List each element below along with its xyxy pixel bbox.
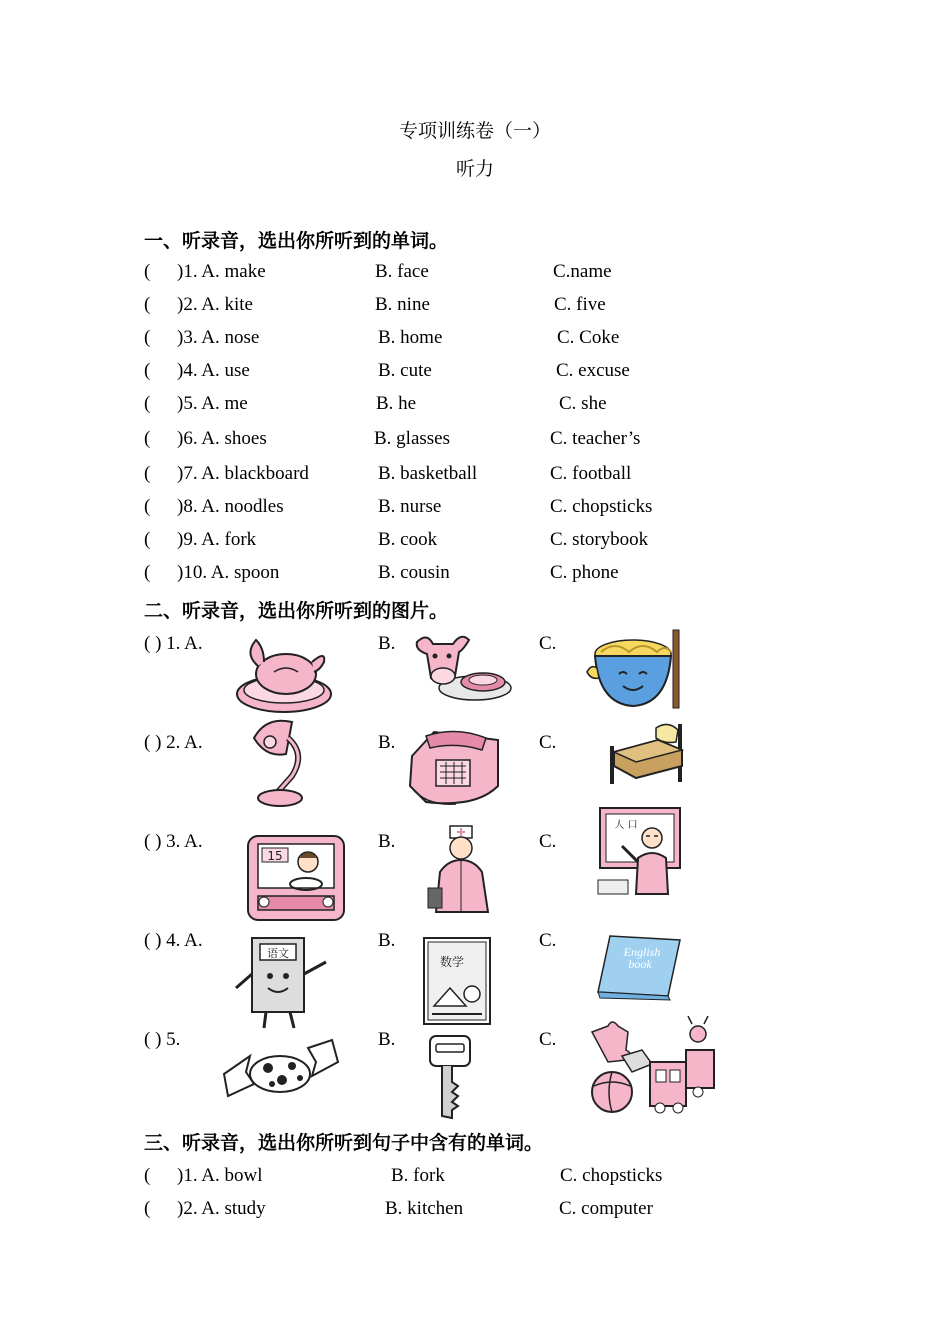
option-c: C. excuse xyxy=(556,360,630,381)
option-c: C. computer xyxy=(559,1198,653,1219)
doctor-image[interactable] xyxy=(422,824,494,914)
option-b-label: B. xyxy=(378,930,396,951)
bed-image[interactable] xyxy=(606,716,688,786)
option-b: B. fork xyxy=(391,1165,445,1186)
option-b: B. cute xyxy=(378,360,432,381)
lamp-image[interactable] xyxy=(246,714,316,812)
option-b-label: B. xyxy=(378,633,396,654)
option-a: )2. A. study xyxy=(177,1198,266,1219)
option-c: C. five xyxy=(554,294,606,315)
english-book-image[interactable] xyxy=(594,932,684,1002)
option-b: B. nurse xyxy=(378,496,442,517)
option-a: )1. A. make xyxy=(177,261,266,282)
option-b: B. basketball xyxy=(378,463,478,484)
answer-blank[interactable]: ( xyxy=(144,360,151,381)
answer-label-a: ( ) 1. A. xyxy=(144,633,203,654)
beef-image[interactable] xyxy=(407,630,513,706)
part1-heading: 一、听录音，选出你所听到的单词。 xyxy=(144,231,449,252)
option-b: B. nine xyxy=(375,294,430,315)
noodles-image[interactable] xyxy=(585,628,689,710)
teacher-image[interactable] xyxy=(596,806,684,896)
answer-blank[interactable]: ( xyxy=(144,496,151,517)
option-c-label: C. xyxy=(539,831,557,852)
page-subtitle: 听力 xyxy=(455,159,494,180)
part2-heading: 二、听录音，选出你所听到的图片。 xyxy=(144,601,449,622)
english-book-title-line1: English xyxy=(623,945,661,959)
option-b: B. face xyxy=(375,261,429,282)
roast-chicken-image[interactable] xyxy=(234,632,334,718)
option-c-label: C. xyxy=(539,732,557,753)
candy-image[interactable] xyxy=(220,1036,342,1108)
answer-blank[interactable]: ( xyxy=(144,562,151,583)
math-book-title: 数学 xyxy=(439,955,465,969)
option-c: C. storybook xyxy=(550,529,649,550)
option-b: B. cousin xyxy=(378,562,450,583)
answer-blank[interactable]: ( xyxy=(144,327,151,348)
option-c-label: C. xyxy=(539,1029,557,1050)
answer-blank[interactable]: ( xyxy=(144,294,151,315)
toys-image[interactable] xyxy=(588,1016,718,1116)
answer-label-a: ( ) 5. xyxy=(144,1029,181,1050)
option-b: B. glasses xyxy=(374,428,450,449)
answer-blank[interactable]: ( xyxy=(144,1165,151,1186)
option-c: C. football xyxy=(550,463,632,484)
option-c: C. chopsticks xyxy=(550,496,653,517)
option-a: )9. A. fork xyxy=(177,529,257,550)
blackboard-text: 人 口 xyxy=(614,820,638,831)
option-a: )2. A. kite xyxy=(177,294,253,315)
option-a: )7. A. blackboard xyxy=(177,463,309,484)
option-a: )10. A. spoon xyxy=(177,562,280,583)
option-b-label: B. xyxy=(378,831,396,852)
option-a: )5. A. me xyxy=(177,393,248,414)
chinese-book-title: 语文 xyxy=(267,947,289,960)
option-a: )3. A. nose xyxy=(177,327,260,348)
option-a: )8. A. noodles xyxy=(177,496,284,517)
answer-blank[interactable]: ( xyxy=(144,1198,151,1219)
answer-blank[interactable]: ( xyxy=(144,261,151,282)
key-image[interactable] xyxy=(426,1034,474,1120)
chinese-book-image[interactable] xyxy=(232,934,330,1030)
option-c: C. chopsticks xyxy=(560,1165,663,1186)
option-a: )6. A. shoes xyxy=(177,428,267,449)
answer-blank[interactable]: ( xyxy=(144,393,151,414)
phone-image[interactable] xyxy=(406,726,504,810)
option-c: C. teacher’s xyxy=(550,428,641,449)
option-c: C. Coke xyxy=(557,327,620,348)
option-c-label: C. xyxy=(539,633,557,654)
option-b-label: B. xyxy=(378,1029,396,1050)
answer-blank[interactable]: ( xyxy=(144,529,151,550)
part3-heading: 三、听录音，选出你所听到句子中含有的单词。 xyxy=(144,1133,544,1154)
option-c-label: C. xyxy=(539,930,557,951)
answer-blank[interactable]: ( xyxy=(144,428,151,449)
option-c: C. she xyxy=(559,393,607,414)
page-title: 专项训练卷（一） xyxy=(398,121,551,142)
option-c: C. phone xyxy=(550,562,619,583)
option-b: B. cook xyxy=(378,529,438,550)
option-b: B. he xyxy=(376,393,417,414)
bus-number: 15 xyxy=(267,849,283,863)
answer-label-a: ( ) 4. A. xyxy=(144,930,203,951)
math-book-image[interactable] xyxy=(422,936,492,1026)
option-a: )4. A. use xyxy=(177,360,250,381)
answer-label-a: ( ) 2. A. xyxy=(144,732,203,753)
answer-blank[interactable]: ( xyxy=(144,463,151,484)
option-c: C.name xyxy=(553,261,612,282)
option-b: B. home xyxy=(378,327,443,348)
option-b-label: B. xyxy=(378,732,396,753)
option-b: B. kitchen xyxy=(385,1198,464,1219)
answer-label-a: ( ) 3. A. xyxy=(144,831,203,852)
bus-driver-image[interactable] xyxy=(244,832,346,922)
english-book-title-line2: book xyxy=(628,957,652,971)
option-a: )1. A. bowl xyxy=(177,1165,263,1186)
